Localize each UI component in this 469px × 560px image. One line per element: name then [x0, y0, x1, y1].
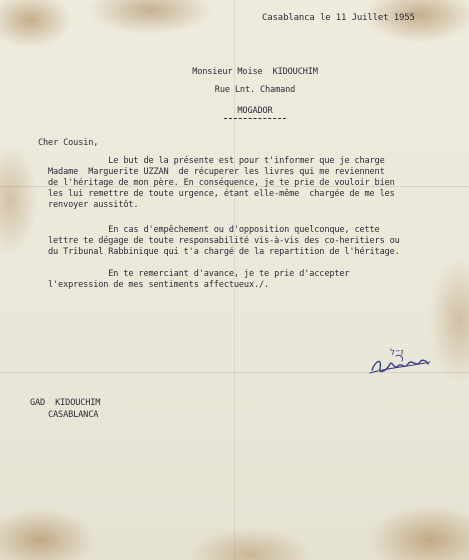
- address-underline: [224, 118, 286, 119]
- paragraph-1-line: renvoyer aussitôt.: [48, 200, 139, 210]
- recipient-city: MOGADOR: [237, 106, 273, 116]
- salutation: Cher Cousin,: [38, 138, 99, 148]
- paragraph-2-line: lettre te dégage de toute responsabilité vis-à-vis des co-heritiers ou: [48, 236, 400, 246]
- sender-city: CASABLANCA: [48, 410, 99, 420]
- paragraph-1-line: Madame Marguerite UZZAN de récuperer les livres qui me reviennent: [48, 167, 385, 177]
- paragraph-3-line: En te remerciant d'avance, je te prie d'accepter: [48, 269, 350, 279]
- place-and-date: Casablanca le 11 Juillet 1955: [262, 13, 415, 23]
- paragraph-2-line: En cas d'empêchement ou d'opposition quelconque, cette: [48, 225, 380, 235]
- recipient-street: Rue Lnt. Chamand: [214, 85, 296, 95]
- handwritten-signature: [366, 348, 436, 378]
- paragraph-1-line: de l'héritage de mon père. En conséquence, je te prie de vouloir bien: [48, 178, 395, 188]
- sender-name: GAD KIDOUCHIM: [30, 398, 101, 408]
- paragraph-3-line: l'expression de mes sentiments affectueux./.: [48, 280, 270, 290]
- paragraph-1-line: Le but de la présente est pour t'informer que je charge: [48, 156, 385, 166]
- recipient-name: Monsieur Moise KIDOUCHIM: [192, 67, 318, 77]
- signature-note: ז״ל: [390, 348, 404, 358]
- paragraph-1-line: les lui remettre de toute urgence, étant elle-même chargée de me les: [48, 189, 395, 199]
- paragraph-2-line: du Tribunal Rabbinique qui t'a chargé de la repartition de l'héritage.: [48, 247, 400, 257]
